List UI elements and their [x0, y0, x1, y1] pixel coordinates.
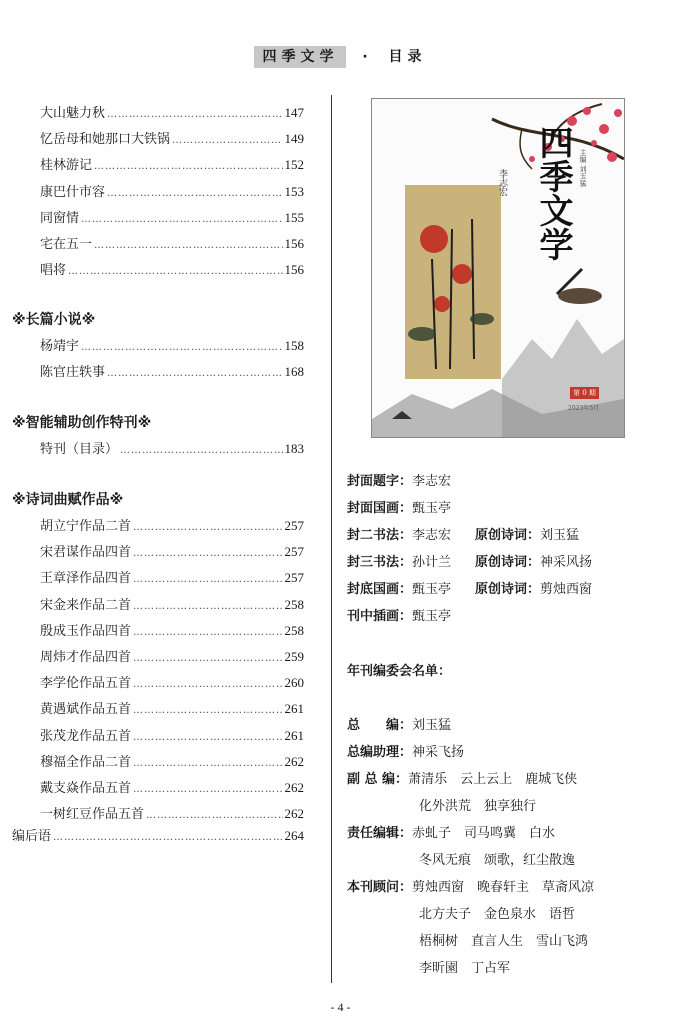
toc-leader-dots — [133, 597, 282, 617]
toc-leader-dots — [133, 754, 282, 774]
credit-value: 北方夫子 金色泉水 语哲 — [419, 907, 576, 922]
toc-section-heading: ※诗词曲赋作品※ — [12, 492, 124, 508]
cover-date: 2023年5月 — [568, 405, 600, 412]
toc-leader-dots — [133, 675, 282, 695]
credit-value-2: 剪烛西窗 — [540, 582, 593, 597]
toc-entry — [40, 673, 304, 693]
toc-entry — [40, 647, 304, 667]
credit-row — [347, 743, 464, 763]
credit-value: 冬风无痕 颂歌，红尘散逸 — [419, 853, 576, 868]
page-number: - 4 - — [330, 1000, 351, 1014]
credit-value: 刘玉猛 — [412, 718, 452, 733]
toc-entry-page: 168 — [284, 364, 304, 380]
toc-entry — [40, 516, 304, 536]
journal-title: 四季文学 — [254, 46, 346, 68]
toc-entry — [12, 826, 304, 846]
toc-entry-page: 152 — [284, 157, 304, 173]
toc-entry-title: 一树红豆作品五首 — [40, 807, 145, 823]
credit-row — [347, 526, 579, 546]
credit-value-2: 刘玉猛 — [540, 528, 580, 543]
toc-entry-page: 264 — [284, 828, 304, 843]
toc-leader-dots — [107, 364, 282, 384]
toc-entry-title: 同窗情 — [40, 210, 80, 226]
toc-entry — [40, 804, 304, 824]
toc-entry-title: 周炜才作品四首 — [40, 650, 132, 665]
toc-entry-title: 康巴什市容 — [40, 184, 106, 200]
toc-entry-page: 257 — [284, 544, 304, 560]
toc-leader-dots — [133, 518, 282, 538]
toc-entry — [40, 568, 304, 588]
toc-leader-dots — [81, 338, 282, 358]
toc-entry-page: 258 — [284, 622, 304, 638]
toc-entry-page: 258 — [284, 596, 304, 612]
toc-leader-dots — [107, 105, 282, 125]
credit-label: 本刊顾问： — [347, 880, 413, 895]
toc-entry-page: 158 — [284, 338, 304, 353]
toc-entry-page: 155 — [284, 209, 304, 225]
toc-entry — [40, 129, 304, 149]
toc-entry-title: 宋金来作品二首 — [40, 597, 132, 613]
toc-entry-title: 黄遇斌作品五首 — [40, 702, 132, 718]
credit-value: 甄玉亭 — [412, 501, 452, 516]
committee-heading — [347, 662, 451, 682]
toc-entry-page: 156 — [284, 236, 304, 251]
credit-row — [419, 959, 510, 979]
toc-entry — [40, 778, 304, 798]
toc-entry-title: 李学伦作品五首 — [40, 676, 132, 692]
credit-label: 封三书法： — [347, 555, 413, 570]
credit-label: 封二书法： — [347, 528, 413, 543]
toc-entry — [40, 699, 304, 719]
toc-section-heading: ※长篇小说※ — [12, 312, 96, 328]
toc-leader-dots — [133, 728, 282, 748]
toc-entry-title: 殷成玉作品四首 — [40, 623, 132, 639]
credit-label-2: 原创诗词： — [475, 555, 541, 570]
credit-label-2: 原创诗词： — [475, 582, 541, 597]
toc-entry-page: 259 — [284, 649, 304, 664]
toc-entry-page: 262 — [284, 806, 304, 822]
toc-entry-page: 261 — [284, 701, 304, 717]
credit-value: 萧清乐 云上云上 鹿城飞侠 — [408, 772, 578, 787]
credit-label: 封面题字： — [347, 474, 413, 489]
credit-row — [419, 932, 588, 952]
toc-leader-dots — [133, 649, 282, 669]
credit-value: 化外洪荒 独享独行 — [419, 799, 537, 814]
credit-label: 刊中插画： — [347, 609, 413, 624]
credit-value: 李志宏 — [412, 474, 452, 489]
toc-entry-page: 156 — [284, 262, 304, 278]
toc-entry — [40, 752, 304, 772]
credit-label: 总编助理： — [347, 745, 413, 760]
toc-leader-dots — [133, 780, 282, 800]
credit-label: 副 总 编： — [347, 772, 409, 787]
credit-label: 责任编辑： — [347, 826, 413, 841]
credit-label: 封面国画： — [347, 501, 413, 516]
toc-entry-page: 262 — [284, 780, 304, 795]
credit-value: 赤虬子 司马鸣冀 白水 — [412, 826, 556, 841]
toc-entry — [40, 621, 304, 641]
credit-row — [347, 824, 555, 844]
credit-value: 孙计兰 — [412, 555, 452, 570]
cover-issue-badge: 第 0 期 — [570, 387, 599, 399]
toc-entry-title: 杨靖宇 — [40, 339, 80, 354]
credit-value: 甄玉亭 — [412, 582, 452, 597]
toc-entry-title: 桂林游记 — [40, 158, 93, 174]
toc-entry-page: 183 — [284, 441, 304, 456]
toc-entry-page: 262 — [284, 753, 304, 769]
credit-label-2: 原创诗词： — [475, 528, 541, 543]
toc-leader-dots — [133, 701, 282, 721]
cover-title: 四季文学 — [533, 125, 573, 261]
credit-row — [347, 878, 594, 898]
credit-label: 总 编： — [347, 718, 413, 733]
toc-entry-title: 忆岳母和她那口大铁锅 — [40, 132, 171, 148]
credit-row — [347, 472, 451, 492]
toc-section-heading: ※智能辅助创作特刊※ — [12, 415, 152, 431]
toc-leader-dots — [133, 544, 282, 564]
toc-entry-page: 260 — [284, 675, 304, 691]
toc-leader-dots — [81, 210, 282, 230]
toc-entry — [40, 336, 304, 356]
toc-leader-dots — [94, 157, 282, 177]
toc-entry-title: 胡立宁作品二首 — [40, 519, 132, 534]
credit-value: 李志宏 — [412, 528, 452, 543]
credit-value: 甄玉亭 — [412, 609, 452, 624]
committee-heading-text: 年刊编委会名单： — [347, 664, 452, 679]
toc-leader-dots — [133, 570, 282, 590]
credit-row — [347, 580, 592, 600]
toc-entry-title: 宋君谋作品四首 — [40, 545, 132, 561]
credit-value: 剪烛西窗 晚春轩主 草斋风凉 — [412, 880, 595, 895]
credit-row — [347, 607, 451, 627]
credit-row — [347, 716, 451, 736]
credit-value: 李昕園 丁占军 — [419, 961, 511, 976]
toc-entry — [40, 260, 304, 280]
credit-row — [347, 553, 592, 573]
toc-leader-dots — [53, 828, 282, 848]
credit-row — [419, 905, 575, 925]
credit-value-2: 神采风扬 — [540, 555, 593, 570]
toc-leader-dots — [94, 236, 282, 256]
toc-entry-title: 唱将 — [40, 263, 67, 279]
toc-entry — [40, 726, 304, 746]
toc-leader-dots — [107, 184, 282, 204]
toc-entry-page: 257 — [284, 570, 304, 586]
toc-entry — [40, 155, 304, 175]
toc-entry-page: 153 — [284, 183, 304, 199]
cover-signature: 李志宏 — [497, 169, 507, 196]
toc-entry — [40, 234, 304, 254]
toc-entry — [40, 439, 304, 459]
column-divider — [331, 95, 332, 983]
credit-row — [419, 797, 536, 817]
toc-leader-dots — [133, 623, 282, 643]
toc-entry-page: 257 — [284, 518, 304, 533]
toc-entry-title: 大山魅力秋 — [40, 106, 106, 121]
toc-entry-title: 张茂龙作品五首 — [40, 728, 132, 744]
header-subtitle: 目录 — [388, 49, 427, 65]
toc-entry — [40, 542, 304, 562]
credit-row — [347, 499, 451, 519]
toc-leader-dots — [120, 441, 282, 461]
toc-entry — [40, 362, 304, 382]
credit-row — [347, 770, 577, 790]
toc-entry-title: 穆福全作品二首 — [40, 754, 132, 770]
toc-entry-title: 陈官庄轶事 — [40, 365, 106, 381]
credit-label: 封底国画： — [347, 582, 413, 597]
toc-entry-page: 147 — [284, 105, 304, 120]
toc-leader-dots — [172, 131, 282, 151]
credit-value: 神采飞扬 — [412, 745, 465, 760]
toc-entry — [40, 595, 304, 615]
credit-value: 梧桐树 直言人生 雪山飞鸿 — [419, 934, 589, 949]
header-separator: · — [362, 49, 373, 65]
toc-entry-title: 编后语 — [12, 829, 52, 844]
toc-entry — [40, 208, 304, 228]
credit-row — [419, 851, 575, 871]
cover-image — [371, 98, 625, 438]
toc-leader-dots — [68, 262, 282, 282]
toc-entry-title: 王章泽作品四首 — [40, 571, 132, 587]
toc-entry-page: 149 — [284, 131, 304, 147]
cover-editor: 主编 刘玉猛 — [579, 149, 587, 187]
toc-entry — [40, 103, 304, 123]
toc-entry — [40, 182, 304, 202]
toc-leader-dots — [146, 806, 282, 826]
toc-entry-title: 宅在五一 — [40, 237, 93, 252]
toc-entry-title: 特刊（目录） — [40, 442, 119, 457]
toc-entry-title: 戴支焱作品五首 — [40, 781, 132, 796]
page-header — [0, 46, 681, 66]
toc-entry-page: 261 — [284, 727, 304, 743]
